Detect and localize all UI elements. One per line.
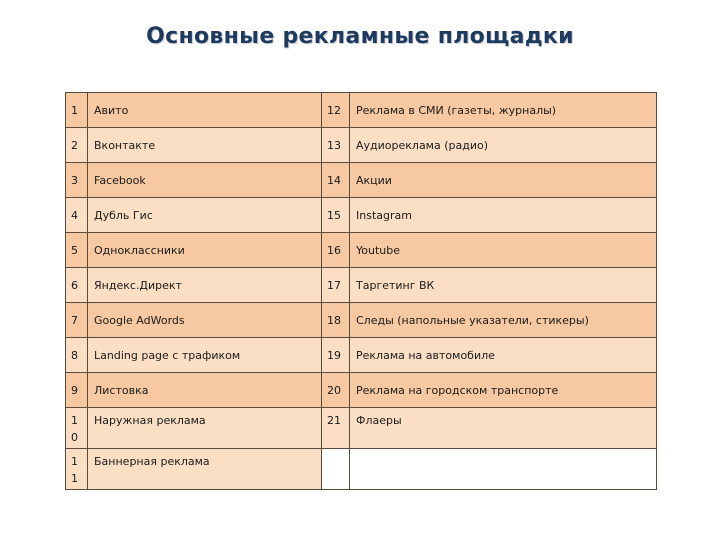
table-row bbox=[66, 128, 657, 163]
table-row bbox=[66, 338, 657, 373]
platform-name: Акции bbox=[350, 163, 657, 198]
platform-name: Наружная реклама bbox=[88, 408, 322, 449]
row-number: 1 0 bbox=[66, 408, 88, 449]
row-number: 3 bbox=[66, 163, 88, 198]
row-number: 7 bbox=[66, 303, 88, 338]
platform-name bbox=[350, 449, 657, 490]
platform-name: Одноклассники bbox=[88, 233, 322, 268]
platform-name: Яндекс.Директ bbox=[88, 268, 322, 303]
table-row bbox=[66, 198, 657, 233]
row-number: 2 bbox=[66, 128, 88, 163]
platform-name: Баннерная реклама bbox=[88, 449, 322, 490]
table-row bbox=[66, 373, 657, 408]
platform-name: Реклама в СМИ (газеты, журналы) bbox=[350, 93, 657, 128]
row-number: 8 bbox=[66, 338, 88, 373]
table-row bbox=[66, 268, 657, 303]
platform-name: Авито bbox=[88, 93, 322, 128]
platform-name: Листовка bbox=[88, 373, 322, 408]
platform-name: Google AdWords bbox=[88, 303, 322, 338]
platform-name: Реклама на городском транспорте bbox=[350, 373, 657, 408]
platform-name: Landing page с трафиком bbox=[88, 338, 322, 373]
table-row bbox=[66, 408, 657, 449]
row-number: 1 bbox=[66, 93, 88, 128]
platform-name: Вконтакте bbox=[88, 128, 322, 163]
platform-name: Следы (напольные указатели, стикеры) bbox=[350, 303, 657, 338]
table-row bbox=[66, 233, 657, 268]
page-title: Основные рекламные площадки bbox=[146, 24, 574, 49]
row-number: 12 bbox=[322, 93, 350, 128]
platform-name: Аудиореклама (радио) bbox=[350, 128, 657, 163]
row-number: 20 bbox=[322, 373, 350, 408]
row-number: 21 bbox=[322, 408, 350, 449]
table-row bbox=[66, 93, 657, 128]
row-number: 17 bbox=[322, 268, 350, 303]
platform-name: Дубль Гис bbox=[88, 198, 322, 233]
row-number: 5 bbox=[66, 233, 88, 268]
row-number: 6 bbox=[66, 268, 88, 303]
row-number: 18 bbox=[322, 303, 350, 338]
platform-name: Facebook bbox=[88, 163, 322, 198]
table-row bbox=[66, 163, 657, 198]
platform-name: Youtube bbox=[350, 233, 657, 268]
row-number: 9 bbox=[66, 373, 88, 408]
row-number: 15 bbox=[322, 198, 350, 233]
platform-name: Флаеры bbox=[350, 408, 657, 449]
row-number: 13 bbox=[322, 128, 350, 163]
row-number bbox=[322, 449, 350, 490]
row-number: 14 bbox=[322, 163, 350, 198]
row-number: 1 1 bbox=[66, 449, 88, 490]
platform-name: Реклама на автомобиле bbox=[350, 338, 657, 373]
platform-name: Instagram bbox=[350, 198, 657, 233]
row-number: 4 bbox=[66, 198, 88, 233]
row-number: 19 bbox=[322, 338, 350, 373]
row-number: 16 bbox=[322, 233, 350, 268]
advertising-platforms-table bbox=[65, 92, 657, 490]
table-row bbox=[66, 303, 657, 338]
platform-name: Таргетинг ВК bbox=[350, 268, 657, 303]
table-row bbox=[66, 449, 657, 490]
